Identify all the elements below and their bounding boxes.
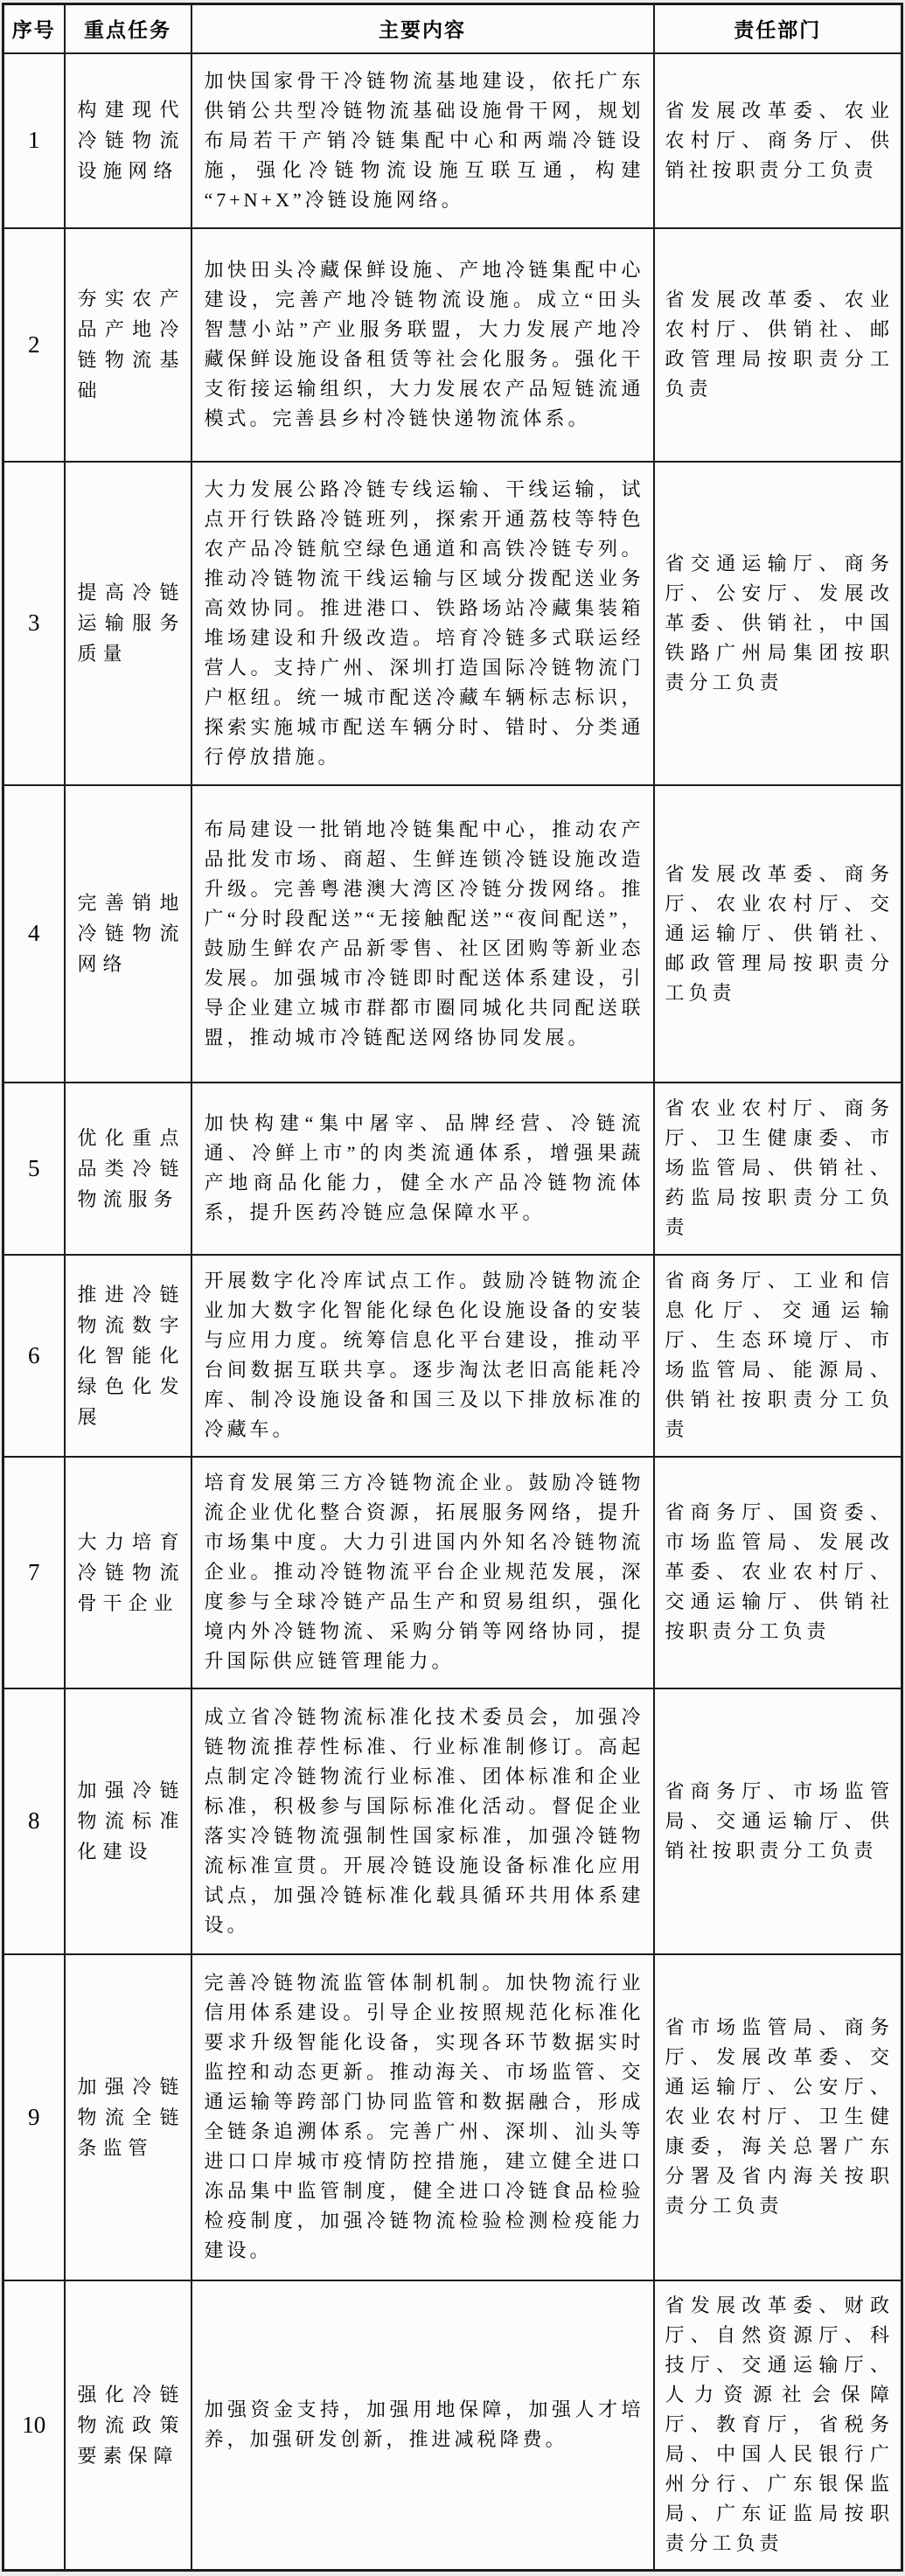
- row-dept: 省商务厅、工业和信息化厅、交通运输厅、生态环境厅、市场监管局、能源局、供销社按职责分工负责: [654, 1255, 902, 1457]
- row-seq: 1: [3, 53, 65, 228]
- row-task: 夯实农产品产地冷链物流基础: [65, 228, 191, 462]
- row-task: 推进冷链物流数字化智能化绿色化发展: [65, 1255, 191, 1457]
- row-dept: 省农业农村厅、商务厅、卫生健康委、市场监管局、供销社、药监局按职责分工负责: [654, 1083, 902, 1255]
- table-row: [3, 228, 902, 462]
- row-seq: 3: [3, 462, 65, 785]
- row-dept: 省商务厅、国资委、市场监管局、发展改革委、农业农村厅、交通运输厅、供销社按职责分工负责: [654, 1457, 902, 1688]
- row-task: 优化重点品类冷链物流服务: [65, 1083, 191, 1255]
- row-content: 大力发展公路冷链专线运输、干线运输，试点开行铁路冷链班列，探索开通荔枝等特色农产品冷链航空绿色通道和高铁冷链专列。推动冷链物流干线运输与区域分拨配送业务高效协同。推进港口、铁路场站冷藏集装箱堆场建设和升级改造。培育冷链多式联运经营人。支持广州、深圳打造国际冷链物流门户枢纽。统一城市配送冷藏车辆标志标识，探索实施城市配送车辆分时、错时、分类通行停放措施。: [191, 462, 654, 785]
- table-row: [3, 53, 902, 228]
- row-task: 提高冷链运输服务质量: [65, 462, 191, 785]
- row-task: 大力培育冷链物流骨干企业: [65, 1457, 191, 1688]
- row-seq: 8: [3, 1688, 65, 1954]
- row-dept: 省交通运输厅、商务厅、公安厅、发展改革委、供销社，中国铁路广州局集团按职责分工负责: [654, 462, 902, 785]
- row-content: 加快构建“集中屠宰、品牌经营、冷链流通、冷鲜上市”的肉类流通体系，增强果蔬产地商品化能力，健全水产品冷链物流体系，提升医药冷链应急保障水平。: [191, 1083, 654, 1255]
- key-tasks-table: [2, 3, 903, 2572]
- row-dept: 省发展改革委、财政厅、自然资源厅、科技厅、交通运输厅、人力资源社会保障厅、教育厅，省税务局、中国人民银行广州分行、广东银保监局、广东证监局按职责分工负责: [654, 2280, 902, 2571]
- row-content: 加强资金支持，加强用地保障，加强人才培养，加强研发创新，推进减税降费。: [191, 2280, 654, 2571]
- row-content: 完善冷链物流监管体制机制。加快物流行业信用体系建设。引导企业按照规范化标准化要求升级智能化设备，实现各环节数据实时监控和动态更新。推动海关、市场监管、交通运输等跨部门协同监管和数据融合，形成全链条追溯体系。完善广州、深圳、汕头等进口口岸城市疫情防控措施，建立健全进口冻品集中监管制度，健全进口冷链食品检验检疫制度，加强冷链物流检验检测检疫能力建设。: [191, 1954, 654, 2280]
- row-seq: 4: [3, 785, 65, 1083]
- table-row: [3, 462, 902, 785]
- table-row: [3, 1255, 902, 1457]
- row-content: 成立省冷链物流标准化技术委员会，加强冷链物流推荐性标准、行业标准制修订。高起点制定冷链物流行业标准、团体标准和企业标准，积极参与国际标准化活动。督促企业落实冷链物流强制性国家标准，加强冷链物流标准宣贯。开展冷链设施设备标准化应用试点，加强冷链标准化载具循环共用体系建设。: [191, 1688, 654, 1954]
- row-task: 加强冷链物流全链条监管: [65, 1954, 191, 2280]
- row-dept: 省市场监管局、商务厅、发展改革委、交通运输厅、公安厅、农业农村厅、卫生健康委，海关总署广东分署及省内海关按职责分工负责: [654, 1954, 902, 2280]
- header-row: [3, 4, 902, 53]
- row-task: 构建现代冷链物流设施网络: [65, 53, 191, 228]
- row-seq: 6: [3, 1255, 65, 1457]
- row-seq: 9: [3, 1954, 65, 2280]
- header-content: 主要内容: [191, 4, 654, 53]
- row-content: 布局建设一批销地冷链集配中心，推动农产品批发市场、商超、生鲜连锁冷链设施改造升级。完善粤港澳大湾区冷链分拨网络。推广“分时段配送”“无接触配送”“夜间配送”，鼓励生鲜农产品新零售、社区团购等新业态发展。加强城市冷链即时配送体系建设，引导企业建立城市群都市圈同城化共同配送联盟，推动城市冷链配送网络协同发展。: [191, 785, 654, 1083]
- table-row: [3, 2280, 902, 2571]
- row-task: 完善销地冷链物流网络: [65, 785, 191, 1083]
- row-dept: 省商务厅、市场监管局、交通运输厅、供销社按职责分工负责: [654, 1688, 902, 1954]
- header-seq: 序号: [3, 4, 65, 53]
- row-seq: 5: [3, 1083, 65, 1255]
- row-seq: 2: [3, 228, 65, 462]
- table-row: [3, 1457, 902, 1688]
- table-row: [3, 1688, 902, 1954]
- row-content: 加快田头冷藏保鲜设施、产地冷链集配中心建设，完善产地冷链物流设施。成立“田头智慧小站”产业服务联盟，大力发展产地冷藏保鲜设施设备租赁等社会化服务。强化干支衔接运输组织，大力发展农产品短链流通模式。完善县乡村冷链快递物流体系。: [191, 228, 654, 462]
- row-seq: 7: [3, 1457, 65, 1688]
- header-task: 重点任务: [65, 4, 191, 53]
- table-row: [3, 1954, 902, 2280]
- row-task: 加强冷链物流标准化建设: [65, 1688, 191, 1954]
- row-seq: 10: [3, 2280, 65, 2571]
- table-row: [3, 785, 902, 1083]
- row-dept: 省发展改革委、商务厅、农业农村厅、交通运输厅、供销社、邮政管理局按职责分工负责: [654, 785, 902, 1083]
- row-content: 加快国家骨干冷链物流基地建设，依托广东供销公共型冷链物流基础设施骨干网，规划布局若干产销冷链集配中心和两端冷链设施，强化冷链物流设施互联互通，构建“7+N+X”冷链设施网络。: [191, 53, 654, 228]
- row-dept: 省发展改革委、农业农村厅、商务厅、供销社按职责分工负责: [654, 53, 902, 228]
- table-row: [3, 1083, 902, 1255]
- row-dept: 省发展改革委、农业农村厅、供销社、邮政管理局按职责分工负责: [654, 228, 902, 462]
- row-task: 强化冷链物流政策要素保障: [65, 2280, 191, 2571]
- row-content: 开展数字化冷库试点工作。鼓励冷链物流企业加大数字化智能化绿色化设施设备的安装与应用力度。统筹信息化平台建设，推动平台间数据互联共享。逐步淘汰老旧高能耗冷库、制冷设施设备和国三及以下排放标准的冷藏车。: [191, 1255, 654, 1457]
- header-dept: 责任部门: [654, 4, 902, 53]
- row-content: 培育发展第三方冷链物流企业。鼓励冷链物流企业优化整合资源，拓展服务网络，提升市场集中度。大力引进国内外知名冷链物流企业。推动冷链物流平台企业规范发展，深度参与全球冷链产品生产和贸易组织，强化境内外冷链物流、采购分销等网络协同，提升国际供应链管理能力。: [191, 1457, 654, 1688]
